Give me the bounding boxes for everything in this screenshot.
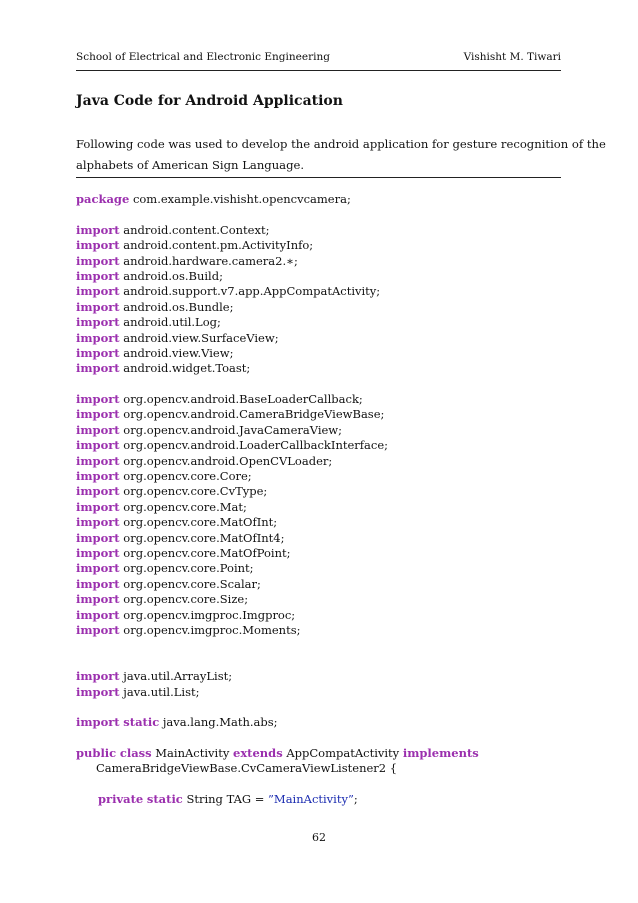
keyword-import: import (76, 238, 120, 253)
code-line-import (76, 454, 566, 469)
code-line-import (76, 392, 566, 407)
code-line-import (76, 331, 566, 346)
code-line-import (76, 623, 566, 638)
keyword-import: import (76, 607, 120, 622)
section-title: Java Code for Android Application (76, 93, 343, 109)
keyword-import: import (76, 299, 120, 314)
code-line-interface (76, 761, 566, 776)
import-target: org.opencv.core.MatOfPoint; (123, 545, 291, 560)
code-line-import (76, 592, 566, 607)
import-target: android.content.pm.ActivityInfo; (123, 238, 314, 253)
import-target: android.support.v7.app.AppCompatActivity; (123, 284, 381, 299)
import-target: android.view.SurfaceView; (123, 330, 279, 345)
code-blank-line (76, 377, 566, 392)
code-line-import (76, 346, 566, 361)
code-line-import (76, 608, 566, 623)
import-target: org.opencv.core.Core; (123, 469, 252, 484)
code-line-import (76, 223, 566, 238)
import-target: org.opencv.imgproc.Moments; (123, 622, 301, 637)
import-target: java.util.ArrayList; (123, 669, 233, 684)
keyword-import: import (76, 253, 120, 268)
code-blank-line (76, 777, 566, 792)
keyword-import: import (76, 592, 120, 607)
keyword-import: import (76, 484, 120, 499)
keyword-import: import (76, 561, 120, 576)
code-line-import (76, 269, 566, 284)
code-line-import (76, 300, 566, 315)
import-target: org.opencv.core.Size; (123, 592, 249, 607)
code-line-import (76, 500, 566, 515)
import-target: org.opencv.core.Scalar; (123, 576, 261, 591)
keyword-import: import (76, 222, 120, 237)
import-target: org.opencv.imgproc.Imgproc; (123, 607, 296, 622)
code-line-import (76, 484, 566, 499)
code-line-field-decl (76, 792, 566, 807)
imports-java-block (76, 669, 566, 700)
code-line-import (76, 284, 566, 299)
keyword-private: private (98, 792, 144, 807)
keyword-import: import (76, 330, 120, 345)
keyword-import: import (76, 392, 120, 407)
keyword-import: import (76, 453, 120, 468)
intro-line-2: alphabets of American Sign Language. (76, 158, 305, 172)
keyword-import: import (76, 345, 120, 360)
header-rule (76, 70, 561, 71)
page-number: 62 (312, 831, 326, 844)
code-blank-lines (76, 638, 566, 669)
keyword-public: public (76, 746, 117, 761)
keyword-import: import (76, 438, 120, 453)
code-line-import (76, 361, 566, 376)
code-line-import (76, 423, 566, 438)
keyword-import: import (76, 499, 120, 514)
keyword-import: import (76, 576, 120, 591)
import-target: android.widget.Toast; (123, 361, 251, 376)
import-target: android.content.Context; (123, 222, 270, 237)
import-target: org.opencv.core.MatOfInt; (123, 515, 278, 530)
header-institution: School of Electrical and Electronic Engineering (76, 51, 330, 63)
keyword-import: import (76, 530, 120, 545)
import-target: org.opencv.core.Point; (123, 561, 254, 576)
statement-terminator: ; (353, 792, 358, 807)
imports-opencv-block (76, 392, 566, 638)
keyword-class: class (119, 746, 152, 761)
code-listing-rule (76, 177, 561, 178)
code-line-import (76, 438, 566, 453)
intro-line-1: Following code was used to develop the android application for gesture recognition of the (76, 137, 606, 151)
code-line-import (76, 546, 566, 561)
keyword-import: import (76, 407, 120, 422)
import-target: org.opencv.android.CameraBridgeViewBase; (123, 407, 385, 422)
code-line-static-import (76, 715, 566, 730)
code-line-import (76, 254, 566, 269)
import-target: org.opencv.core.MatOfInt4; (123, 530, 285, 545)
keyword-import: import (76, 268, 120, 283)
keyword-import: import (76, 422, 120, 437)
keyword-import: import (76, 469, 120, 484)
static-import-target: java.lang.Math.abs; (162, 715, 278, 730)
import-target: android.os.Build; (123, 268, 223, 283)
import-target: android.hardware.camera2.∗; (123, 253, 298, 268)
superclass-name: AppCompatActivity (286, 746, 400, 761)
keyword-import: import (76, 315, 120, 330)
import-target: org.opencv.android.BaseLoaderCallback; (123, 392, 363, 407)
keyword-import: import (76, 622, 120, 637)
import-target: org.opencv.core.Mat; (123, 499, 247, 514)
import-target: org.opencv.android.JavaCameraView; (123, 422, 343, 437)
code-line-import (76, 469, 566, 484)
code-line-package (76, 192, 566, 207)
code-blank-line (76, 700, 566, 715)
string-literal: ”MainActivity” (268, 792, 354, 807)
code-line-import (76, 561, 566, 576)
keyword-import: import (76, 684, 120, 699)
package-name: com.example.vishisht.opencvcamera; (132, 192, 351, 206)
import-target: org.opencv.android.LoaderCallbackInterface; (123, 438, 389, 453)
keyword-package: package (76, 192, 130, 206)
code-blank-line (76, 207, 566, 222)
header-author: Vishisht M. Tiwari (463, 51, 561, 63)
code-line-import (76, 531, 566, 546)
code-line-class-decl (76, 746, 566, 761)
code-blank-line (76, 731, 566, 746)
keyword-extends: extends (233, 746, 283, 761)
keyword-static: static (123, 715, 160, 730)
interface-name: CameraBridgeViewBase.CvCameraViewListener2 { (96, 761, 398, 776)
import-target: org.opencv.core.CvType; (123, 484, 268, 499)
keyword-import: import (76, 284, 120, 299)
import-target: android.os.Bundle; (123, 299, 234, 314)
code-line-import (76, 315, 566, 330)
class-name: MainActivity (155, 746, 230, 761)
import-target: org.opencv.android.OpenCVLoader; (123, 453, 333, 468)
code-line-import (76, 238, 566, 253)
import-target: java.util.List; (123, 684, 200, 699)
code-line-import (76, 685, 566, 700)
code-line-import (76, 669, 566, 684)
keyword-import: import (76, 715, 120, 730)
imports-android-block (76, 223, 566, 377)
keyword-import: import (76, 545, 120, 560)
code-line-import (76, 407, 566, 422)
keyword-import: import (76, 515, 120, 530)
code-line-import (76, 515, 566, 530)
keyword-import: import (76, 669, 120, 684)
keyword-static: static (146, 792, 183, 807)
code-line-import (76, 577, 566, 592)
import-target: android.util.Log; (123, 315, 221, 330)
keyword-implements: implements (402, 746, 479, 761)
import-target: android.view.View; (123, 345, 234, 360)
code-listing (76, 192, 566, 808)
keyword-import: import (76, 361, 120, 376)
field-declaration: String TAG = (186, 792, 269, 807)
